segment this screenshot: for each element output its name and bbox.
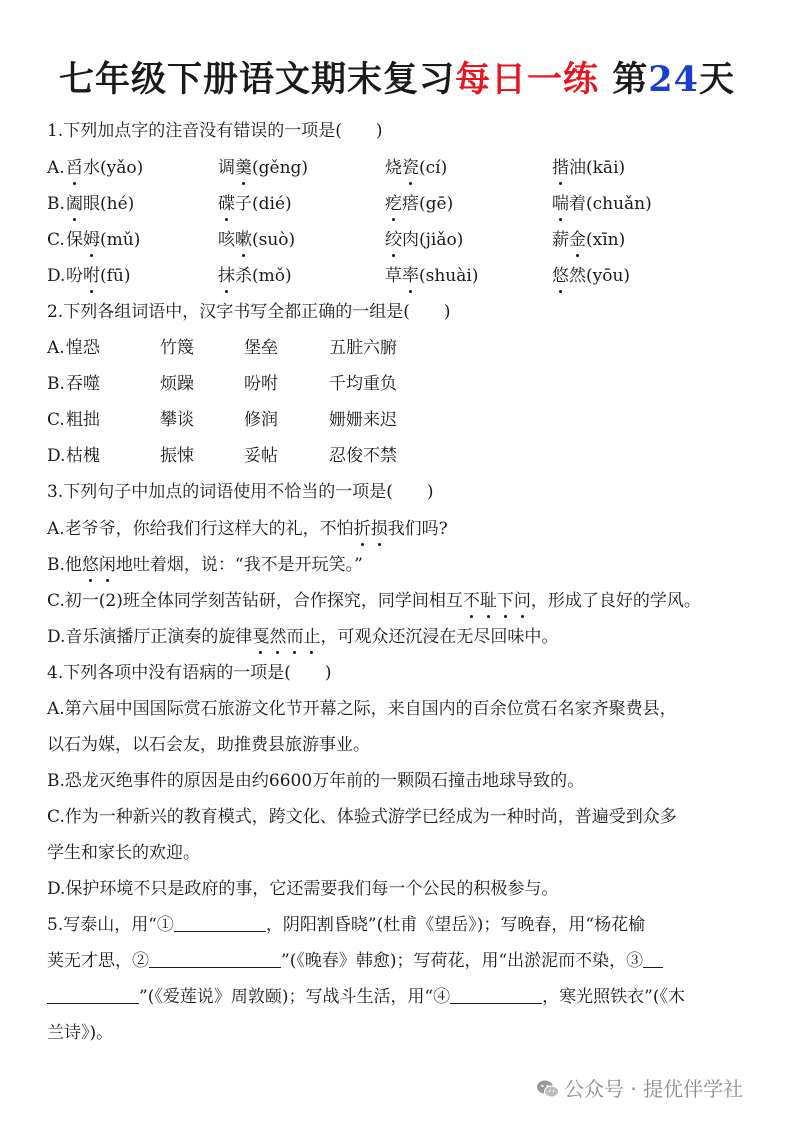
word-item: 修润 [244,410,278,430]
blank-3[interactable] [47,985,139,1004]
pinyin-item: 舀水(yǎo) [66,158,144,178]
question-2-option-a: A. 惶恐 竹篾 堡垒 五脏六腑 [47,338,397,358]
word-item: 吞噬 [66,374,100,394]
word-item: 忍俊不禁 [329,446,397,466]
question-4-option-a: A.第六届中国国际赏石旅游文化节开幕之际，来自国内的百余位赏石名家齐聚费县， [47,699,677,719]
question-2-option-b: B. 吞噬 烦躁 吩咐 千均重负 [47,374,397,394]
pinyin-item: 阖眼(hé) [66,194,135,214]
pinyin-item: 揩油(kāi) [552,158,626,178]
question-5-line-2: 荚无才思，② ”(《晚春》韩愈)；写荷花，用“出淤泥而不染，③ [47,949,663,973]
pinyin-item: 吩咐(fū) [66,266,131,286]
question-2-stem: 2.下列各组词语中，汉字书写全都正确的一组是( ) [47,302,451,322]
word-item: 妥帖 [244,446,278,466]
page-title [0,52,794,108]
blank-2[interactable] [149,949,281,968]
blank-4[interactable] [450,985,542,1004]
word-item: 攀谈 [160,410,194,430]
blank-1[interactable] [174,913,266,932]
pinyin-item: 草率(shuài) [385,266,479,286]
question-4-option-c: C.作为一种新兴的教育模式，跨文化、体验式游学已经成为一种时尚，普遍受到众多 [47,807,677,827]
title-day-number: 24 [648,59,699,100]
question-4-option-a-cont: 以石为媒，以石会友，助推费县旅游事业。 [47,735,370,755]
pinyin-item: 碟子(dié) [218,194,292,214]
word-item: 吩咐 [244,374,278,394]
question-5-line-3: ”(《爱莲说》周敦颐)；写战斗生活，用“④ ，寒光照铁衣”(《木 [47,985,685,1009]
word-item: 五脏六腑 [329,338,397,358]
pinyin-item: 保姆(mǔ) [66,230,141,250]
question-4-stem: 4.下列各项中没有语病的一项是( ) [47,663,332,683]
watermark-text: 公众号 · 提优伴学社 [564,1077,744,1101]
word-item: 姗姗来迟 [329,410,397,430]
question-3-option-d: D.音乐演播厅正演奏的旋律戛然而止，可观众还沉浸在无尽回味中。 [47,627,559,647]
word-item: 堡垒 [244,338,278,358]
question-3-option-b: B.他悠闲地吐着烟，说：“我不是开玩笑。” [47,555,363,575]
question-5-line-1: 5.写泰山，用“① ，阴阳割昏晓”(杜甫《望岳》)；写晚春，用“杨花榆 [47,915,646,935]
pinyin-item: 薪金(xīn) [552,230,626,250]
title-text: 七年级下册语文期末复习 [59,59,456,100]
question-3-stem: 3.下列句子中加点的词语使用不恰当的一项是( ) [47,482,434,502]
question-1-option-c: C. 保姆(mǔ) 咳嗽(suò) 绞肉(jiǎo) 薪金(xīn) [47,230,626,250]
word-item: 千均重负 [329,374,397,394]
question-4-option-d: D.保护环境不只是政府的事，它还需要我们每一个公民的积极参与。 [47,879,559,899]
word-item: 粗拙 [66,410,100,430]
pinyin-item: 抹杀(mǒ) [218,266,292,286]
pinyin-item: 调羹(gěng) [218,158,309,178]
pinyin-item: 绞肉(jiǎo) [385,230,464,250]
question-4-option-b: B.恐龙灭绝事件的原因是由约6600万年前的一颗陨石撞击地球导致的。 [47,771,585,791]
word-item: 烦躁 [160,374,194,394]
pinyin-item: 疙瘩(gē) [385,194,454,214]
question-3-option-c: C.初一(2)班全体同学刻苦钻研，合作探究，同学间相互不耻下问，形成了良好的学风。 [47,591,701,611]
title-day-suffix: 天 [698,59,735,100]
pinyin-item: 烧瓷(cí) [385,158,448,178]
question-1-stem: 1.下列加点字的注音没有错误的一项是( ) [47,121,383,141]
word-item: 枯槐 [66,446,100,466]
question-2-option-d: D. 枯槐 振悚 妥帖 忍俊不禁 [47,446,397,466]
blank-3-start[interactable] [643,949,663,968]
pinyin-item: 喘着(chuǎn) [552,194,652,214]
title-day-prefix: 第 [599,59,649,100]
question-1-option-d: D. 吩咐(fū) 抹杀(mǒ) 草率(shuài) 悠然(yōu) [47,266,631,286]
wechat-icon [536,1078,560,1100]
word-item: 竹篾 [160,338,194,358]
pinyin-item: 悠然(yōu) [552,266,631,286]
question-1-option-b: B. 阖眼(hé) 碟子(dié) 疙瘩(gē) 喘着(chuǎn) [47,194,652,214]
title-highlight: 每日一练 [455,59,600,100]
pinyin-item: 咳嗽(suò) [218,230,296,250]
question-5-line-4: 兰诗》)。 [47,1023,114,1043]
question-3-option-a: A.老爷爷，你给我们行这样大的礼，不怕折损我们吗? [47,519,448,539]
word-item: 惶恐 [66,338,100,358]
word-item: 振悚 [160,446,194,466]
question-1-option-a: A. 舀水(yǎo) 调羹(gěng) 烧瓷(cí) 揩油(kāi) [47,158,626,178]
question-2-option-c: C. 粗拙 攀谈 修润 姗姗来迟 [47,410,397,430]
question-4-option-c-cont: 学生和家长的欢迎。 [47,843,200,863]
